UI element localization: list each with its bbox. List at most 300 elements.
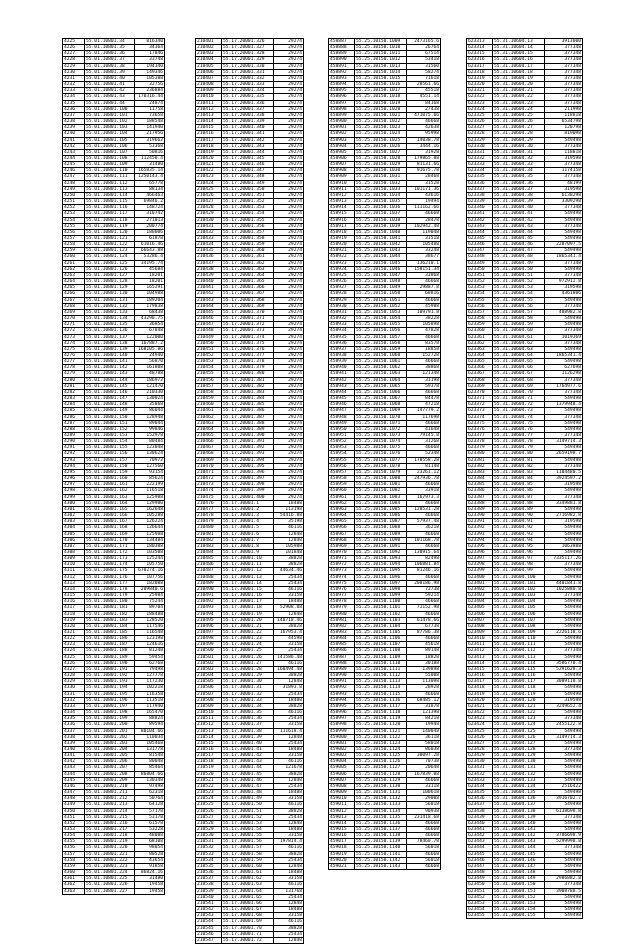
amount-cell: 3249652.4: [545, 703, 583, 709]
code-cell: 55.17.30001.30: [222, 679, 274, 685]
amount-cell: 134484: [135, 537, 165, 543]
table-row: [196, 439, 304, 445]
amount-cell: 56018: [407, 802, 441, 808]
amount-cell: 377348: [545, 746, 583, 752]
table-row: [196, 334, 304, 340]
amount-cell: 38828: [274, 623, 304, 629]
row-number-cell: 4268: [63, 303, 85, 309]
table-row: [467, 802, 583, 808]
amount-cell: 25434: [274, 814, 304, 820]
code-cell: 55.01.10801.175: [85, 568, 135, 574]
row-number-cell: 4362: [63, 882, 85, 888]
table-row: [467, 445, 583, 451]
code-cell: 55.25.10150.1085: [355, 506, 407, 512]
row-number-cell: 458974: [329, 574, 355, 580]
code-cell: 55.17.20001.344: [222, 149, 274, 155]
table-row: [196, 199, 304, 205]
code-cell: 55.31.10604.64: [493, 352, 545, 358]
amount-cell: 972912.8: [545, 279, 583, 285]
amount-cell: 29274: [274, 328, 304, 334]
row-number-cell: 623454: [467, 907, 493, 913]
row-number-cell: 623336: [467, 180, 493, 186]
table-row: [196, 119, 304, 125]
amount-cell: 31928: [407, 149, 441, 155]
row-number-cell: 210425: [196, 186, 222, 192]
amount-cell: 24874: [135, 100, 165, 106]
code-cell: 55.17.30001.58: [222, 851, 274, 857]
table-row: [467, 371, 583, 377]
table-column-1: [62, 38, 165, 895]
amount-cell: 29274: [274, 445, 304, 451]
amount-cell: 549498: [545, 771, 583, 777]
code-cell: 55.31.10604.136: [493, 796, 545, 802]
amount-cell: 46116: [274, 802, 304, 808]
amount-cell: 549498: [545, 851, 583, 857]
amount-cell: 12848: [274, 679, 304, 685]
table-row: [196, 106, 304, 112]
code-cell: 55.17.30001.59: [222, 857, 274, 863]
amount-cell: 170316.44: [135, 94, 165, 100]
amount-cell: 319662: [135, 137, 165, 143]
row-number-cell: 623332: [467, 155, 493, 161]
code-cell: 55.01.10801.125: [85, 260, 135, 266]
row-number-cell: 210440: [196, 279, 222, 285]
row-number-cell: 623448: [467, 870, 493, 876]
amount-cell: 377348: [545, 57, 583, 63]
amount-cell: 105388: [135, 75, 165, 81]
code-cell: 55.17.30001.64: [222, 888, 274, 894]
row-number-cell: 623337: [467, 186, 493, 192]
table-row: [196, 574, 304, 580]
table-row: [329, 506, 441, 512]
code-cell: 55.31.10604.68: [493, 377, 545, 383]
row-number-cell: 210506: [196, 685, 222, 691]
code-cell: 55.31.10604.62: [493, 340, 545, 346]
code-cell: 55.17.20001.352: [222, 199, 274, 205]
row-number-cell: 623403: [467, 593, 493, 599]
amount-cell: 42638: [407, 125, 441, 131]
amount-cell: 180006: [135, 229, 165, 235]
row-number-cell: 210406: [196, 69, 222, 75]
row-number-cell: 4353: [63, 827, 85, 833]
amount-cell: 549498: [545, 623, 583, 629]
amount-cell: 82498: [407, 556, 441, 562]
row-number-cell: 623419: [467, 691, 493, 697]
code-cell: 55.01.10801.195: [85, 691, 135, 697]
code-cell: 55.31.10604.76: [493, 426, 545, 432]
row-number-cell: 4332: [63, 697, 85, 703]
code-cell: 55.25.10150.1020: [355, 106, 407, 112]
amount-cell: 19494: [407, 199, 441, 205]
code-cell: 55.31.10604.134: [493, 783, 545, 789]
table-row: [196, 39, 304, 45]
code-cell: 55.25.10150.1129: [355, 777, 407, 783]
table-row: [467, 217, 583, 223]
amount-cell: 549498: [545, 346, 583, 352]
code-cell: 55.17.30001.13: [222, 574, 274, 580]
table-row: [329, 39, 441, 45]
row-number-cell: 623436: [467, 796, 493, 802]
amount-cell: 75244: [135, 599, 165, 605]
code-cell: 55.17.30001.33: [222, 697, 274, 703]
table-row: [467, 537, 583, 543]
table-row: [196, 740, 304, 746]
row-number-cell: 623405: [467, 605, 493, 611]
row-number-cell: 210439: [196, 272, 222, 278]
amount-cell: 25434: [274, 740, 304, 746]
amount-cell: 33158: [274, 796, 304, 802]
amount-cell: 81148: [407, 463, 441, 469]
amount-cell: 549498: [545, 765, 583, 771]
code-cell: 55.17.20001.351: [222, 192, 274, 198]
row-number-cell: 210535: [196, 863, 222, 869]
row-number-cell: 458954: [329, 451, 355, 457]
row-number-cell: 623350: [467, 266, 493, 272]
amount-cell: 377348: [545, 716, 583, 722]
amount-cell: 3444.16: [407, 143, 441, 149]
code-cell: 55.01.10801.217: [85, 827, 135, 833]
amount-cell: 68816: [407, 291, 441, 297]
row-number-cell: 623442: [467, 833, 493, 839]
code-cell: 55.17.20001.398: [222, 482, 274, 488]
table-row: [467, 125, 583, 131]
amount-cell: 46668: [407, 599, 441, 605]
row-number-cell: 458990: [329, 673, 355, 679]
row-number-cell: 210490: [196, 586, 222, 592]
code-cell: 55.25.10150.1114: [355, 685, 407, 691]
row-number-cell: 623424: [467, 722, 493, 728]
code-cell: 55.01.10801.215: [85, 814, 135, 820]
code-cell: 55.25.10150.1022: [355, 119, 407, 125]
amount-cell: 123048: [135, 445, 165, 451]
amount-cell: 377348: [545, 51, 583, 57]
code-cell: 55.17.20001.348: [222, 174, 274, 180]
amount-cell: 101848: [274, 549, 304, 555]
code-cell: 55.01.10801.203: [85, 740, 135, 746]
row-number-cell: 4291: [63, 445, 85, 451]
row-number-cell: 623376: [467, 426, 493, 432]
code-cell: 55.31.10604.84: [493, 476, 545, 482]
row-number-cell: 210486: [196, 562, 222, 568]
code-cell: 55.31.10604.92: [493, 525, 545, 531]
row-number-cell: 623453: [467, 900, 493, 906]
table-row: [196, 402, 304, 408]
table-row: [196, 500, 304, 506]
amount-cell: 29274: [274, 254, 304, 260]
row-number-cell: 458904: [329, 143, 355, 149]
table-row: [467, 365, 583, 371]
table-row: [329, 568, 441, 574]
row-number-cell: 623317: [467, 63, 493, 69]
row-number-cell: 4323: [63, 642, 85, 648]
code-cell: 55.01.10801.142: [85, 365, 135, 371]
row-number-cell: 210518: [196, 759, 222, 765]
table-row: [196, 845, 304, 851]
row-number-cell: 458937: [329, 346, 355, 352]
code-cell: 55.25.10150.1106: [355, 636, 407, 642]
code-cell: 55.31.10604.97: [493, 556, 545, 562]
code-cell: 55.31.10604.47: [493, 248, 545, 254]
table-row: [196, 888, 304, 894]
table-row: [196, 371, 304, 377]
amount-cell: 38828: [274, 673, 304, 679]
table-row: [467, 673, 583, 679]
amount-cell: 100618: [407, 790, 441, 796]
row-number-cell: 4318: [63, 611, 85, 617]
table-row: [467, 580, 583, 586]
code-cell: 55.25.10150.1029: [355, 162, 407, 168]
amount-cell: 84218: [407, 716, 441, 722]
table-row: [467, 808, 583, 814]
row-number-cell: 4298: [63, 488, 85, 494]
table-row: [196, 907, 304, 913]
row-number-cell: 623364: [467, 352, 493, 358]
amount-cell: 48088: [135, 833, 165, 839]
amount-cell: 24940: [135, 352, 165, 358]
row-number-cell: 210512: [196, 722, 222, 728]
row-number-cell: 623362: [467, 340, 493, 346]
row-number-cell: 623343: [467, 223, 493, 229]
table-column-2: [195, 38, 304, 944]
row-number-cell: 623449: [467, 876, 493, 882]
amount-cell: 19458: [135, 882, 165, 888]
row-number-cell: 623331: [467, 149, 493, 155]
row-number-cell: 623444: [467, 845, 493, 851]
row-number-cell: 4310: [63, 562, 85, 568]
code-cell: 55.17.20001.397: [222, 476, 274, 482]
row-number-cell: 210423: [196, 174, 222, 180]
row-number-cell: 4236: [63, 106, 85, 112]
row-number-cell: 4242: [63, 143, 85, 149]
table-row: [467, 660, 583, 666]
table-row: [467, 248, 583, 254]
amount-cell: 117940: [135, 703, 165, 709]
amount-cell: 549498: [545, 907, 583, 913]
code-cell: 55.17.20001.374: [222, 334, 274, 340]
table-row: [467, 740, 583, 746]
amount-cell: 46668: [407, 389, 441, 395]
table-row: [329, 814, 441, 820]
table-row: [329, 266, 441, 272]
amount-cell: 377348: [545, 433, 583, 439]
code-cell: 55.17.20001.340: [222, 125, 274, 131]
table-row: [196, 839, 304, 845]
amount-cell: 3916702.7: [545, 796, 583, 802]
amount-cell: 25434: [274, 857, 304, 863]
amount-cell: 141940: [135, 125, 165, 131]
row-number-cell: 4303: [63, 519, 85, 525]
code-cell: 55.01.10801.192: [85, 673, 135, 679]
row-number-cell: 210532: [196, 845, 222, 851]
row-number-cell: 210421: [196, 162, 222, 168]
table-row: [467, 636, 583, 642]
row-number-cell: 210476: [196, 500, 222, 506]
table-row: [196, 796, 304, 802]
row-number-cell: 4254: [63, 217, 85, 223]
row-number-cell: 4315: [63, 593, 85, 599]
amount-cell: 12848: [274, 937, 304, 943]
code-cell: 55.25.10150.1124: [355, 746, 407, 752]
row-number-cell: 210415: [196, 125, 222, 131]
row-number-cell: 623349: [467, 260, 493, 266]
row-number-cell: 4339: [63, 740, 85, 746]
amount-cell: 56018: [407, 857, 441, 863]
row-number-cell: 458925: [329, 272, 355, 278]
amount-cell: 12848: [274, 820, 304, 826]
amount-cell: 105488: [407, 242, 441, 248]
code-cell: 55.01.10801.177: [85, 580, 135, 586]
table-row: [467, 679, 583, 685]
row-number-cell: 4280: [63, 377, 85, 383]
amount-cell: 29274: [274, 137, 304, 143]
amount-cell: 549498: [545, 710, 583, 716]
table-row: [196, 925, 304, 931]
code-cell: 55.01.10801.111: [85, 174, 135, 180]
row-number-cell: 623327: [467, 125, 493, 131]
row-number-cell: 623329: [467, 137, 493, 143]
row-number-cell: 4255: [63, 223, 85, 229]
code-cell: 55.01.10801.216: [85, 820, 135, 826]
table-row: [467, 728, 583, 734]
row-number-cell: 4231: [63, 75, 85, 81]
amount-cell: 109791.8: [407, 309, 441, 315]
row-number-cell: 210428: [196, 205, 222, 211]
amount-cell: 549498: [545, 685, 583, 691]
row-number-cell: 210538: [196, 882, 222, 888]
row-number-cell: 458943: [329, 383, 355, 389]
amount-cell: 99846: [135, 426, 165, 432]
amount-cell: 95998: [407, 131, 441, 137]
code-cell: 55.01.10801.179: [85, 593, 135, 599]
row-number-cell: 4275: [63, 346, 85, 352]
row-number-cell: 4284: [63, 402, 85, 408]
amount-cell: 549498: [545, 820, 583, 826]
code-cell: 55.01.10801.36: [85, 51, 135, 57]
code-cell: 55.01.10801.42: [85, 88, 135, 94]
code-cell: 55.17.20001.346: [222, 162, 274, 168]
code-cell: 55.25.10150.1087: [355, 519, 407, 525]
row-number-cell: 210522: [196, 783, 222, 789]
code-cell: 55.31.10604.102: [493, 586, 545, 592]
code-cell: 55.25.10150.1055: [355, 322, 407, 328]
row-number-cell: 4287: [63, 420, 85, 426]
row-number-cell: 623400: [467, 574, 493, 580]
row-number-cell: 4317: [63, 605, 85, 611]
row-number-cell: 623382: [467, 463, 493, 469]
row-number-cell: 458897: [329, 100, 355, 106]
code-cell: 55.31.10604.67: [493, 371, 545, 377]
table-row: [467, 383, 583, 389]
row-number-cell: 623429: [467, 753, 493, 759]
row-number-cell: 210412: [196, 106, 222, 112]
code-cell: 55.31.10604.35: [493, 174, 545, 180]
row-number-cell: 623418: [467, 685, 493, 691]
code-cell: 55.01.10801.176: [85, 574, 135, 580]
amount-cell: 549498: [545, 137, 583, 143]
row-number-cell: 458911: [329, 186, 355, 192]
code-cell: 55.31.10604.104: [493, 599, 545, 605]
row-number-cell: 459018: [329, 845, 355, 851]
row-number-cell: 623431: [467, 765, 493, 771]
table-row: [467, 155, 583, 161]
amount-cell: 549498: [545, 827, 583, 833]
row-number-cell: 458919: [329, 236, 355, 242]
table-row: [467, 192, 583, 198]
code-cell: 55.17.20001.387: [222, 414, 274, 420]
row-number-cell: 623324: [467, 106, 493, 112]
code-cell: 55.01.10801.102: [85, 119, 135, 125]
row-number-cell: 210480: [196, 525, 222, 531]
row-number-cell: 4258: [63, 242, 85, 248]
code-cell: 55.17.30001.29: [222, 673, 274, 679]
row-number-cell: 4335: [63, 716, 85, 722]
table-row: [196, 808, 304, 814]
amount-cell: 125244: [135, 556, 165, 562]
row-number-cell: 623373: [467, 408, 493, 414]
code-cell: 55.25.10150.1075: [355, 445, 407, 451]
row-number-cell: 623340: [467, 205, 493, 211]
code-cell: 55.01.10801.169: [85, 531, 135, 537]
amount-cell: 71618: [407, 75, 441, 81]
amount-cell: 816340: [135, 39, 165, 45]
amount-cell: 549498: [545, 894, 583, 900]
row-number-cell: 4228: [63, 57, 85, 63]
code-cell: 55.31.10604.144: [493, 845, 545, 851]
code-cell: 55.17.20001.376: [222, 346, 274, 352]
code-cell: 55.01.10801.128: [85, 279, 135, 285]
table-row: [467, 697, 583, 703]
amount-cell: 19948: [407, 722, 441, 728]
row-number-cell: 623398: [467, 562, 493, 568]
code-cell: 55.25.10150.1050: [355, 291, 407, 297]
code-cell: 55.17.30001.49: [222, 796, 274, 802]
row-number-cell: 4234: [63, 94, 85, 100]
table-row: [467, 482, 583, 488]
amount-cell: 549498: [545, 408, 583, 414]
code-cell: 55.25.10150.1058: [355, 340, 407, 346]
amount-cell: 160494.48: [274, 666, 304, 672]
row-number-cell: 458932: [329, 316, 355, 322]
amount-cell: 208186.98: [407, 580, 441, 586]
row-number-cell: 458968: [329, 537, 355, 543]
row-number-cell: 4247: [63, 174, 85, 180]
amount-cell: 57937.48: [407, 519, 441, 525]
amount-cell: 44598: [274, 636, 304, 642]
amount-cell: 59378: [407, 383, 441, 389]
amount-cell: 130024: [135, 396, 165, 402]
code-cell: 55.01.10801.158: [85, 463, 135, 469]
row-number-cell: 210436: [196, 254, 222, 260]
amount-cell: 140718.46: [274, 617, 304, 623]
row-number-cell: 623369: [467, 383, 493, 389]
amount-cell: 18488: [274, 870, 304, 876]
code-cell: 55.01.10801.120: [85, 229, 135, 235]
row-number-cell: 4305: [63, 531, 85, 537]
row-number-cell: 623341: [467, 211, 493, 217]
code-cell: 55.17.20001.363: [222, 266, 274, 272]
code-cell: 55.31.10604.55: [493, 297, 545, 303]
code-cell: 55.25.10150.1054: [355, 316, 407, 322]
row-number-cell: 210509: [196, 703, 222, 709]
row-number-cell: 458915: [329, 211, 355, 217]
table-row: [467, 439, 583, 445]
row-number-cell: 458938: [329, 352, 355, 358]
row-number-cell: 210533: [196, 851, 222, 857]
code-cell: 55.01.10801.185: [85, 630, 135, 636]
row-number-cell: 458991: [329, 679, 355, 685]
row-number-cell: 458914: [329, 205, 355, 211]
code-cell: 55.25.10150.1072: [355, 426, 407, 432]
